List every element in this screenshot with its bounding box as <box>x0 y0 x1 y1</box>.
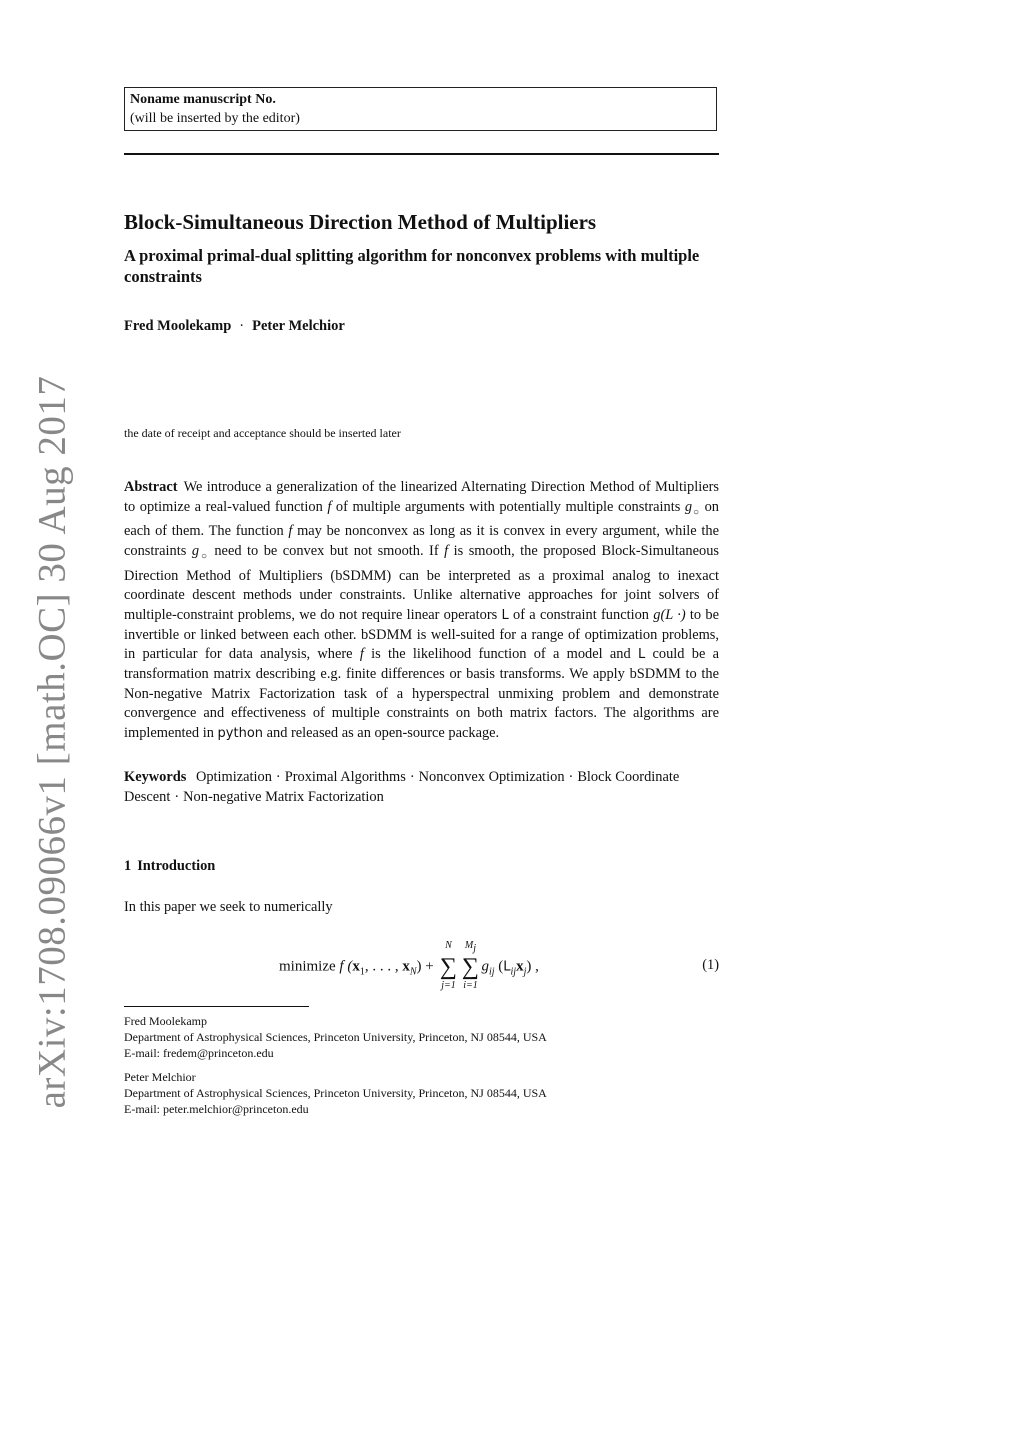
abstract-text: is smooth, the proposed Block-Simultaneous Direction Method of Multipliers (bSDMM) can be interpreted as a proximal analog to inexact coordinate descent methods under constraints. Unlike alternative approaches for joint solvers of multiple-constraint problems, we do not require linear operators <box>124 542 719 623</box>
footnote-email: E-mail: fredem@princeton.edu <box>124 1045 274 1060</box>
section-title: Introduction <box>137 858 216 874</box>
math-symbol: f <box>444 542 449 559</box>
sum-j <box>437 940 459 991</box>
abstract-text: is the likelihood function of a model and <box>363 646 638 663</box>
math-symbol: f <box>359 646 364 663</box>
paper-title: Block-Simultaneous Direction Method of Multipliers <box>124 210 597 234</box>
abstract-text: and released as an open-source package. <box>263 725 500 742</box>
math-symbol: f <box>327 498 332 515</box>
keyword: Nonconvex Optimization <box>418 769 565 785</box>
footnote-affiliation: Department of Astrophysical Sciences, Princeton University, Princeton, NJ 08544, USA <box>124 1085 547 1100</box>
footnote-affiliation: Department of Astrophysical Sciences, Princeton University, Princeton, NJ 08544, USA <box>124 1029 547 1044</box>
sum-i <box>459 940 481 991</box>
abstract <box>124 478 719 744</box>
manuscript-box <box>124 87 717 131</box>
eq-sub: ij <box>488 966 495 978</box>
eq-sub: N <box>409 966 417 978</box>
sigma-symbol: ∑ <box>461 954 480 980</box>
author-list <box>124 318 345 335</box>
eq-minimize: minimize <box>279 958 336 975</box>
eq-paren: ( <box>494 958 504 975</box>
paper-subtitle: A proximal primal-dual splitting algorithm for nonconvex problems with multiple constraints <box>124 246 700 286</box>
keyword: Block Coordinate Descent <box>124 769 680 805</box>
section-number: 1 <box>124 858 132 874</box>
abstract-label: Abstract <box>124 479 178 495</box>
keyword-separator: · <box>409 769 415 785</box>
editor-note: (will be inserted by the editor) <box>130 111 300 126</box>
arxiv-identifier: arXiv:1708.09066v1 [math.OC] 30 Aug 2017 <box>30 375 74 1109</box>
keyword: Proximal Algorithms <box>284 769 406 785</box>
keyword-separator: · <box>275 769 281 785</box>
sigma-symbol: ∑ <box>439 954 458 980</box>
keyword: Non-negative Matrix Factorization <box>183 788 384 805</box>
author-name: Fred Moolekamp <box>124 318 232 334</box>
code-word: python <box>217 726 264 742</box>
equation-1 <box>124 940 719 996</box>
math-symbol: f <box>288 523 293 540</box>
sum-upper: N <box>445 940 452 951</box>
abstract-text: of multiple arguments with potentially multiple constraints <box>331 498 685 515</box>
math-symbol: g <box>684 498 693 515</box>
eq-g: g <box>481 958 489 975</box>
eq-sub: j <box>523 966 527 978</box>
keyword: Optimization <box>195 769 272 785</box>
author-separator: · <box>239 318 245 334</box>
abstract-text: We introduce a generalization of the linearized Alternating Direction Method of Multipliers to optimize a real-valued function <box>124 479 719 515</box>
footnote-rule <box>124 1006 309 1007</box>
footnote-name: Peter Melchior <box>124 1070 196 1084</box>
keywords-label: Keywords <box>124 769 187 785</box>
abstract-text: of a constraint function <box>508 606 654 623</box>
abstract-text: could be a transformation matrix describing e.g. finite differences or basis transforms. We apply bSDMM to the Non-negative Matrix Factorization task of a hyperspectral unmixing problem and demonstrate convergence and effectiveness of multiple constraints on both matrix factors. The algorithms are implemented in <box>124 646 720 742</box>
keywords <box>124 768 684 807</box>
eq-sub: 1 <box>359 966 365 978</box>
author-name: Peter Melchior <box>252 318 345 334</box>
author-footnote <box>124 1014 547 1061</box>
abstract-text: may be nonconvex as long as it is convex in every argument, while the constraints <box>124 523 719 559</box>
section-heading <box>124 858 215 875</box>
header-rule <box>124 153 719 155</box>
receipt-date-note: the date of receipt and acceptance should be inserted later <box>124 426 401 440</box>
equation-body <box>279 940 539 991</box>
abstract-text: on each of them. The function <box>124 498 719 540</box>
eq-sub: ij <box>510 966 517 978</box>
eq-var: x <box>516 958 524 975</box>
footnote-email: E-mail: peter.melchior@princeton.edu <box>124 1101 309 1116</box>
intro-paragraph: In this paper we seek to numerically <box>124 899 333 915</box>
eq-var: x <box>352 958 360 975</box>
author-footnote <box>124 1070 547 1117</box>
math-symbol: g <box>191 542 200 559</box>
sum-upper <box>459 940 481 954</box>
eq-operator: L <box>503 959 511 975</box>
math-symbol: g(L ·) <box>653 606 686 623</box>
eq-var: x <box>402 958 410 975</box>
keyword-separator: · <box>568 769 574 785</box>
abstract-text: need to be convex but not smooth. If <box>208 542 445 559</box>
math-symbol: L <box>637 647 646 663</box>
manuscript-number-label: Noname manuscript No. <box>130 92 276 107</box>
eq-function: f ( <box>339 958 353 975</box>
equation-number: (1) <box>702 957 719 973</box>
footnote-name: Fred Moolekamp <box>124 1014 207 1028</box>
sum-upper-var: M <box>464 940 474 951</box>
eq-plus: ) + <box>416 958 434 975</box>
keyword-separator: · <box>174 788 180 805</box>
math-subscript: ○ <box>199 550 209 562</box>
sum-lower: j=1 <box>441 980 456 991</box>
eq-dots: , . . . , <box>364 958 403 975</box>
sum-lower: i=1 <box>463 980 478 991</box>
eq-close: ) , <box>526 958 539 975</box>
math-subscript: ○ <box>692 506 701 518</box>
math-symbol: L <box>501 607 509 623</box>
sum-upper-sub: j <box>473 943 477 954</box>
abstract-text: to be invertible or linked between each other. bSDMM is well-suited for a range of optimization problems, in particular for data analysis, where <box>124 606 719 663</box>
